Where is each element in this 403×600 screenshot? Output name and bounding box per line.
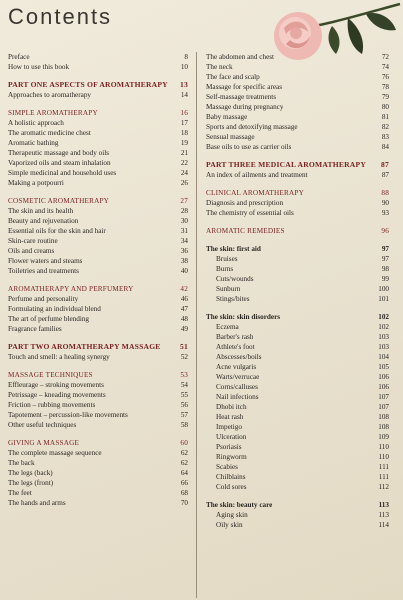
toc-entry-title: COSMETIC AROMATHERAPY bbox=[8, 197, 110, 205]
toc-entry[interactable] bbox=[8, 226, 188, 236]
toc-entry-title: Acne vulgaris bbox=[216, 363, 257, 371]
toc-entry[interactable] bbox=[206, 442, 389, 452]
section-gap bbox=[206, 218, 389, 226]
section-gap bbox=[206, 304, 389, 312]
toc-entry-title: PART ONE ASPECTS OF AROMATHERAPY bbox=[8, 80, 168, 89]
toc-entry[interactable] bbox=[206, 52, 389, 62]
toc-page-number: 98 bbox=[381, 265, 389, 273]
toc-entry-title: Barber's rash bbox=[216, 333, 254, 341]
toc-page-number: 107 bbox=[378, 403, 389, 411]
toc-entry[interactable] bbox=[8, 236, 188, 246]
toc-entry-title: Approaches to aromatherapy bbox=[8, 91, 92, 99]
toc-entry[interactable] bbox=[206, 198, 389, 208]
toc-entry[interactable] bbox=[8, 294, 188, 304]
toc-entry-title: The abdomen and chest bbox=[206, 53, 275, 61]
toc-entry[interactable] bbox=[8, 380, 188, 390]
toc-entry-title: Friction – rubbing movements bbox=[8, 401, 96, 409]
toc-page-number: 110 bbox=[378, 453, 389, 461]
toc-entry-title: The feet bbox=[8, 489, 32, 497]
toc-entry-title: PART TWO AROMATHERAPY MASSAGE bbox=[8, 342, 161, 351]
toc-entry[interactable] bbox=[8, 246, 188, 256]
toc-entry-title: MASSAGE TECHNIQUES bbox=[8, 371, 93, 379]
toc-entry-title: Nail infections bbox=[216, 393, 259, 401]
toc-page-number: 90 bbox=[381, 199, 389, 207]
toc-entry[interactable] bbox=[8, 128, 188, 138]
toc-entry[interactable] bbox=[206, 132, 389, 142]
toc-entry-title: The legs (back) bbox=[8, 469, 53, 477]
toc-entry[interactable] bbox=[8, 448, 188, 458]
toc-entry[interactable] bbox=[206, 72, 389, 82]
toc-page-number: 62 bbox=[180, 459, 188, 467]
toc-page-number: 57 bbox=[180, 411, 188, 419]
toc-page-number: 8 bbox=[184, 53, 188, 61]
toc-entry[interactable] bbox=[206, 382, 389, 392]
toc-entry[interactable] bbox=[8, 304, 188, 314]
toc-page-number: 74 bbox=[381, 63, 389, 71]
toc-entry[interactable] bbox=[206, 294, 389, 304]
toc-entry[interactable] bbox=[8, 400, 188, 410]
toc-page-number: 64 bbox=[180, 469, 188, 477]
toc-page-number: 31 bbox=[180, 227, 188, 235]
toc-entry-title: Sensual massage bbox=[206, 133, 255, 141]
toc-page-number: 58 bbox=[180, 421, 188, 429]
toc-entry[interactable] bbox=[206, 472, 389, 482]
toc-entry-title: Self-massage treatments bbox=[206, 93, 277, 101]
toc-entry-title: Making a potpourri bbox=[8, 179, 64, 187]
section-gap bbox=[8, 72, 188, 80]
toc-entry[interactable] bbox=[206, 112, 389, 122]
toc-entry-title: Sunburn bbox=[216, 285, 241, 293]
toc-entry-title: Stings/bites bbox=[216, 295, 250, 303]
toc-entry-title: Massage during pregnancy bbox=[206, 103, 284, 111]
toc-page-number: 19 bbox=[180, 139, 188, 147]
toc-entry-title: The back bbox=[8, 459, 35, 467]
toc-entry[interactable] bbox=[8, 256, 188, 266]
toc-entry[interactable] bbox=[206, 482, 389, 492]
toc-entry[interactable] bbox=[206, 412, 389, 422]
toc-page-number: 113 bbox=[378, 501, 389, 509]
toc-entry[interactable] bbox=[206, 142, 389, 152]
toc-entry-title: Bruises bbox=[216, 255, 238, 263]
toc-entry-title: Cuts/wounds bbox=[216, 275, 254, 283]
toc-entry[interactable] bbox=[206, 284, 389, 294]
toc-page-number: 27 bbox=[180, 197, 188, 205]
toc-entry[interactable] bbox=[206, 322, 389, 332]
toc-entry[interactable] bbox=[206, 264, 389, 274]
toc-page-number: 84 bbox=[381, 143, 389, 151]
toc-section-heading[interactable] bbox=[8, 108, 188, 118]
toc-page-number: 112 bbox=[378, 483, 389, 491]
toc-entry-title: GIVING A MASSAGE bbox=[8, 439, 80, 447]
toc-entry[interactable] bbox=[8, 488, 188, 498]
toc-entry-title: The hands and arms bbox=[8, 499, 66, 507]
toc-page-number: 28 bbox=[180, 207, 188, 215]
toc-entry-title: Simple medicinal and household uses bbox=[8, 169, 117, 177]
toc-page-number: 103 bbox=[378, 333, 389, 341]
toc-page-number: 111 bbox=[378, 463, 389, 471]
toc-page-number: 52 bbox=[180, 353, 188, 361]
section-gap bbox=[206, 180, 389, 188]
toc-entry-title: Aromatic bathing bbox=[8, 139, 59, 147]
toc-page-number: 40 bbox=[180, 267, 188, 275]
toc-page-number: 53 bbox=[180, 371, 188, 379]
toc-entry[interactable] bbox=[8, 118, 188, 128]
toc-entry[interactable] bbox=[206, 274, 389, 284]
toc-entry[interactable] bbox=[206, 102, 389, 112]
toc-entry[interactable] bbox=[206, 352, 389, 362]
section-gap bbox=[206, 236, 389, 244]
toc-entry-title: The legs (front) bbox=[8, 479, 54, 487]
toc-entry-title: Massage for specific areas bbox=[206, 83, 283, 91]
toc-entry[interactable] bbox=[206, 392, 389, 402]
contents-left-column bbox=[8, 52, 188, 508]
toc-entry[interactable] bbox=[8, 324, 188, 334]
section-gap bbox=[8, 276, 188, 284]
toc-subsection-heading[interactable] bbox=[206, 312, 389, 322]
toc-entry[interactable] bbox=[8, 206, 188, 216]
toc-page-number: 96 bbox=[381, 227, 389, 235]
toc-entry-title: A holistic approach bbox=[8, 119, 64, 127]
section-gap bbox=[8, 334, 188, 342]
toc-page-number: 104 bbox=[378, 353, 389, 361]
section-gap bbox=[206, 492, 389, 500]
toc-page-number: 97 bbox=[381, 245, 389, 253]
toc-page-number: 93 bbox=[381, 209, 389, 217]
toc-entry[interactable] bbox=[206, 62, 389, 72]
toc-page-number: 87 bbox=[381, 160, 389, 169]
toc-page-number: 108 bbox=[378, 423, 389, 431]
toc-entry-title: Base oils to use as carrier oils bbox=[206, 143, 292, 151]
toc-entry[interactable] bbox=[8, 468, 188, 478]
section-gap bbox=[8, 362, 188, 370]
toc-entry-title: PART THREE MEDICAL AROMATHERAPY bbox=[206, 160, 367, 169]
toc-entry[interactable] bbox=[8, 420, 188, 430]
toc-page-number: 47 bbox=[180, 305, 188, 313]
toc-entry-title: Dhobi itch bbox=[216, 403, 247, 411]
toc-page-number: 36 bbox=[180, 247, 188, 255]
toc-page-number: 17 bbox=[180, 119, 188, 127]
toc-part-heading[interactable] bbox=[206, 160, 389, 170]
toc-page-number: 103 bbox=[378, 343, 389, 351]
toc-page-number: 81 bbox=[381, 113, 389, 121]
toc-page-number: 49 bbox=[180, 325, 188, 333]
toc-page-number: 18 bbox=[180, 129, 188, 137]
toc-page-number: 48 bbox=[180, 315, 188, 323]
toc-entry-title: Abscesses/boils bbox=[216, 353, 262, 361]
toc-entry[interactable] bbox=[8, 266, 188, 276]
toc-entry-title: Aging skin bbox=[216, 511, 248, 519]
toc-page-number: 87 bbox=[381, 171, 389, 179]
toc-page-number: 46 bbox=[180, 295, 188, 303]
toc-entry-title: Preface bbox=[8, 53, 30, 61]
section-gap bbox=[206, 152, 389, 160]
toc-page-number: 76 bbox=[381, 73, 389, 81]
toc-entry[interactable] bbox=[8, 158, 188, 168]
toc-entry[interactable] bbox=[8, 352, 188, 362]
toc-entry-title: Other useful techniques bbox=[8, 421, 77, 429]
toc-entry-title: The face and scalp bbox=[206, 73, 260, 81]
page-title: Contents bbox=[8, 4, 113, 29]
toc-entry-title: Corns/calluses bbox=[216, 383, 258, 391]
toc-entry[interactable] bbox=[8, 138, 188, 148]
toc-entry-title: The skin and its health bbox=[8, 207, 74, 215]
toc-page-number: 26 bbox=[180, 179, 188, 187]
toc-entry[interactable] bbox=[206, 254, 389, 264]
toc-entry-title: Ringworm bbox=[216, 453, 247, 461]
toc-page-number: 83 bbox=[381, 133, 389, 141]
toc-entry[interactable] bbox=[8, 314, 188, 324]
toc-entry-title: The complete massage sequence bbox=[8, 449, 102, 457]
toc-entry[interactable] bbox=[206, 92, 389, 102]
toc-entry-title: CLINICAL AROMATHERAPY bbox=[206, 189, 304, 197]
toc-entry[interactable] bbox=[206, 372, 389, 382]
toc-entry[interactable] bbox=[206, 208, 389, 218]
section-gap bbox=[8, 100, 188, 108]
toc-subsection-heading[interactable] bbox=[206, 500, 389, 510]
toc-entry-title: Scabies bbox=[216, 463, 238, 471]
toc-entry-title: AROMATHERAPY AND PERFUMERY bbox=[8, 285, 134, 293]
toc-page-number: 22 bbox=[180, 159, 188, 167]
toc-entry-title: Skin-care routine bbox=[8, 237, 58, 245]
toc-entry-title: SIMPLE AROMATHERAPY bbox=[8, 109, 98, 117]
toc-entry[interactable] bbox=[206, 432, 389, 442]
toc-entry[interactable] bbox=[8, 178, 188, 188]
contents-right-column bbox=[206, 52, 389, 530]
toc-entry-title: Warts/verrucae bbox=[216, 373, 260, 381]
toc-page-number: 14 bbox=[180, 91, 188, 99]
column-divider bbox=[196, 52, 197, 598]
toc-entry-title: Baby massage bbox=[206, 113, 248, 121]
toc-page-number: 56 bbox=[180, 401, 188, 409]
toc-subsection-heading[interactable] bbox=[206, 244, 389, 254]
toc-page-number: 54 bbox=[180, 381, 188, 389]
toc-page-number: 38 bbox=[180, 257, 188, 265]
toc-page-number: 70 bbox=[180, 499, 188, 507]
toc-entry-title: Sports and detoxifying massage bbox=[206, 123, 298, 131]
toc-entry-title: The skin: first aid bbox=[206, 245, 261, 253]
toc-entry-title: Flower waters and steams bbox=[8, 257, 83, 265]
toc-entry-title: Toiletries and treatments bbox=[8, 267, 79, 275]
toc-page-number: 88 bbox=[381, 189, 389, 197]
toc-entry[interactable] bbox=[8, 148, 188, 158]
toc-page-number: 79 bbox=[381, 93, 389, 101]
toc-entry[interactable] bbox=[8, 52, 188, 62]
toc-entry[interactable] bbox=[206, 402, 389, 412]
toc-page-number: 113 bbox=[378, 511, 389, 519]
toc-page-number: 21 bbox=[180, 149, 188, 157]
toc-entry[interactable] bbox=[8, 216, 188, 226]
toc-entry-title: Effleurage – stroking movements bbox=[8, 381, 104, 389]
toc-page-number: 107 bbox=[378, 393, 389, 401]
toc-entry-title: Burns bbox=[216, 265, 234, 273]
toc-entry-title: Chilblains bbox=[216, 473, 246, 481]
toc-page-number: 66 bbox=[180, 479, 188, 487]
toc-entry[interactable] bbox=[206, 422, 389, 432]
toc-page-number: 42 bbox=[180, 285, 188, 293]
toc-page-number: 102 bbox=[378, 323, 389, 331]
toc-page-number: 101 bbox=[378, 295, 389, 303]
toc-section-heading[interactable] bbox=[206, 188, 389, 198]
toc-entry[interactable] bbox=[206, 510, 389, 520]
toc-page-number: 100 bbox=[378, 285, 389, 293]
toc-page-number: 30 bbox=[180, 217, 188, 225]
toc-entry-title: Heat rash bbox=[216, 413, 244, 421]
toc-section-heading[interactable] bbox=[8, 284, 188, 294]
toc-entry-title: The skin: skin disorders bbox=[206, 313, 281, 321]
toc-entry-title: Perfume and personality bbox=[8, 295, 79, 303]
toc-page-number: 99 bbox=[381, 275, 389, 283]
section-gap bbox=[8, 188, 188, 196]
toc-entry[interactable] bbox=[206, 462, 389, 472]
toc-entry-title: AROMATIC REMEDIES bbox=[206, 227, 285, 235]
toc-entry-title: Athlete's foot bbox=[216, 343, 255, 351]
toc-page-number: 60 bbox=[180, 439, 188, 447]
toc-page-number: 16 bbox=[180, 109, 188, 117]
toc-page-number: 13 bbox=[180, 80, 188, 89]
toc-page-number: 111 bbox=[378, 473, 389, 481]
toc-entry-title: Fragrance families bbox=[8, 325, 62, 333]
toc-entry-title: Oily skin bbox=[216, 521, 243, 529]
toc-section-heading[interactable] bbox=[8, 196, 188, 206]
toc-entry-title: The chemistry of essential oils bbox=[206, 209, 294, 217]
toc-entry-title: Oils and creams bbox=[8, 247, 55, 255]
toc-page-number: 114 bbox=[378, 521, 389, 529]
toc-entry-title: The art of perfume blending bbox=[8, 315, 90, 323]
toc-page-number: 106 bbox=[378, 383, 389, 391]
toc-entry-title: Vaporized oils and steam inhalation bbox=[8, 159, 111, 167]
toc-entry-title: Tapotement – percussion-like movements bbox=[8, 411, 128, 419]
toc-page-number: 62 bbox=[180, 449, 188, 457]
toc-entry-title: Touch and smell: a healing synergy bbox=[8, 353, 110, 361]
toc-entry[interactable] bbox=[206, 82, 389, 92]
toc-entry-title: Eczema bbox=[216, 323, 239, 331]
toc-entry-title: Diagnosis and prescription bbox=[206, 199, 284, 207]
toc-entry[interactable] bbox=[206, 362, 389, 372]
toc-entry-title: Essential oils for the skin and hair bbox=[8, 227, 106, 235]
toc-entry-title: Psoriasis bbox=[216, 443, 242, 451]
toc-page-number: 68 bbox=[180, 489, 188, 497]
toc-entry-title: The aromatic medicine chest bbox=[8, 129, 91, 137]
toc-page-number: 82 bbox=[381, 123, 389, 131]
toc-entry[interactable] bbox=[8, 458, 188, 468]
toc-entry-title: Ulceration bbox=[216, 433, 247, 441]
toc-section-heading[interactable] bbox=[8, 370, 188, 380]
toc-page-number: 108 bbox=[378, 413, 389, 421]
section-gap bbox=[8, 430, 188, 438]
toc-page-number: 34 bbox=[180, 237, 188, 245]
toc-entry-title: Impetigo bbox=[216, 423, 242, 431]
toc-entry[interactable] bbox=[8, 410, 188, 420]
toc-part-heading[interactable] bbox=[8, 80, 188, 90]
toc-entry-title: Therapeutic massage and body oils bbox=[8, 149, 109, 157]
toc-entry[interactable] bbox=[8, 498, 188, 508]
toc-entry[interactable] bbox=[8, 478, 188, 488]
toc-entry[interactable] bbox=[8, 168, 188, 178]
toc-entry-title: Formulating an individual blend bbox=[8, 305, 101, 313]
toc-page-number: 10 bbox=[180, 63, 188, 71]
toc-page-number: 24 bbox=[180, 169, 188, 177]
toc-entry[interactable] bbox=[8, 390, 188, 400]
toc-entry[interactable] bbox=[206, 520, 389, 530]
toc-page-number: 97 bbox=[381, 255, 389, 263]
toc-page-number: 105 bbox=[378, 363, 389, 371]
toc-page-number: 72 bbox=[381, 53, 389, 61]
toc-entry-title: How to use this book bbox=[8, 63, 70, 71]
toc-page-number: 80 bbox=[381, 103, 389, 111]
toc-entry-title: Petrissage – kneading movements bbox=[8, 391, 106, 399]
toc-entry-title: The neck bbox=[206, 63, 233, 71]
toc-page-number: 106 bbox=[378, 373, 389, 381]
toc-page-number: 55 bbox=[180, 391, 188, 399]
toc-entry[interactable] bbox=[8, 90, 188, 100]
toc-entry-title: Beauty and rejuvenation bbox=[8, 217, 79, 225]
toc-section-heading[interactable] bbox=[8, 438, 188, 448]
toc-page-number: 51 bbox=[180, 342, 188, 351]
toc-entry-title: The skin: beauty care bbox=[206, 501, 273, 509]
toc-entry-title: An index of ailments and treatment bbox=[206, 171, 308, 179]
toc-entry[interactable] bbox=[206, 170, 389, 180]
toc-page-number: 78 bbox=[381, 83, 389, 91]
toc-entry-title: Cold sores bbox=[216, 483, 247, 491]
toc-entry[interactable] bbox=[206, 452, 389, 462]
toc-entry[interactable] bbox=[206, 122, 389, 132]
toc-part-heading[interactable] bbox=[8, 342, 188, 352]
toc-entry[interactable] bbox=[206, 332, 389, 342]
toc-page-number: 102 bbox=[378, 313, 389, 321]
toc-entry[interactable] bbox=[8, 62, 188, 72]
toc-page-number: 109 bbox=[378, 433, 389, 441]
toc-page-number: 110 bbox=[378, 443, 389, 451]
toc-section-heading[interactable] bbox=[206, 226, 389, 236]
toc-entry[interactable] bbox=[206, 342, 389, 352]
